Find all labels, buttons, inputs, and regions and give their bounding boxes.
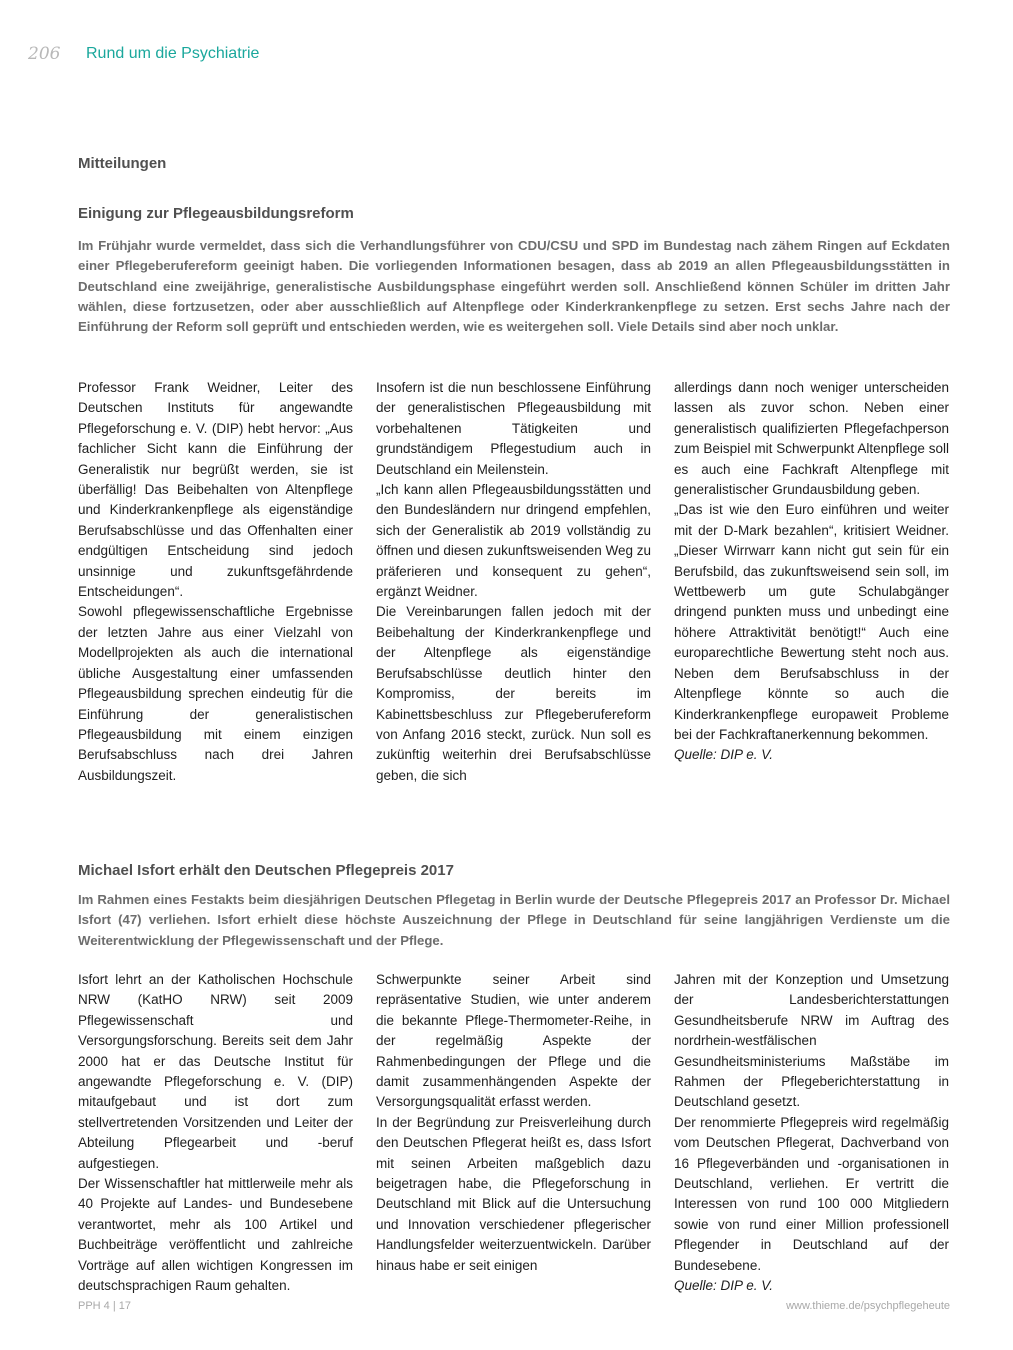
paragraph: „Ich kann allen Pflegeausbildungsstätten und den Bundesländern nur dringend empfehlen, sich der Generalistik ab 2019 vollständig zu öffnen und diesen zukunftsweisenden Weg zu präferieren und konsequent zu gehen“, ergänzt Weidner. xyxy=(376,482,651,600)
paragraph: Jahren mit der Konzeption und Umsetzung der Landesberichterstattungen Gesundheitsberufe NRW im Auftrag des nordrhein-westfälischen Gesundheitsministeriums Maßstäbe im Rahmen der Pflegeberichterstattung in Deutschland gesetzt. xyxy=(674,972,949,1110)
source-credit: Quelle: DIP e. V. xyxy=(674,1278,774,1294)
article-body xyxy=(78,970,950,1297)
paragraph: Der renommierte Pflegepreis wird regelmäßig vom Deutschen Pflegerat, Dachverband von 16 Pflegeverbänden und -organisationen in Deutschland, verliehen. Er vertritt die Interessen von rund 100 000 Mitgliedern sowie von rund einer Million professionell Pflegender in Deutschland auf der Bundesebene. xyxy=(674,1114,949,1273)
article-lead: Im Rahmen eines Festakts beim diesjährigen Deutschen Pflegetag in Berlin wurde der Deutsche Pflegepreis 2017 an Professor Dr. Michael Isfort (47) verliehen. Isfort erhielt diese höchste Auszeichnung der Pflege in Deutschland für seine langjährigen Verdienste um die Weiterentwicklung der Pflegewissenschaft und der Pflege. xyxy=(78,892,950,948)
text-column xyxy=(78,970,353,1297)
paragraph: Die Vereinbarungen fallen jedoch mit der Beibehaltung der Kinderkrankenpflege und der Altenpflege als eigenständige Berufsabschlüsse deutlich hinter den Kompromiss, der bereits im Kabinettsbeschluss zur Pflegeberufereform von Anfang 2016 steckt, zurück. Nun soll es zukünftig weiterhin drei Berufsabschlüsse geben, die sich xyxy=(376,604,651,783)
running-section-title: Rund um die Psychiatrie xyxy=(86,45,260,62)
paragraph: Schwerpunkte seiner Arbeit sind repräsentative Studien, wie unter anderem die bekannte Pflege-Thermometer-Reihe, in der regelmäßig Aspekte der Rahmenbedingungen der Pflege und die damit zusammenhängenden Aspekte der Versorgungsqualität erfasst werden. xyxy=(376,972,651,1110)
issue-label: PPH 4 | 17 xyxy=(78,1300,131,1312)
article-lead: Im Frühjahr wurde vermeldet, dass sich die Verhandlungsführer von CDU/CSU und SPD im Bundestag nach zähem Ringen auf Eckdaten einer Pflegeberufereform geeinigt haben. Die vorliegenden Informationen besagen, dass ab 2019 an allen Pflegeausbildungsstätten in Deutschland eine zweijährige, generalistische Ausbildungsphase eingeführt werden soll. Anschließend können Schüler im dritten Jahr wählen, diese fortzusetzen, oder aber ausschließlich auf Altenpflege oder Kinderkrankenpflege zu setzen. Erst sechs Jahre nach der Einführung der Reform soll geprüft und entschieden werden, wie es weitergehen soll. Viele Details sind aber noch unklar. xyxy=(78,238,950,335)
text-column xyxy=(376,970,651,1297)
text-column xyxy=(674,378,949,786)
paragraph: „Das ist wie den Euro einführen und weiter mit der D-Mark bezahlen“, kritisiert Weidner. „Dieser Wirrwarr kann nicht gut sein für ein Berufsbild, das zukunftsweisend sein soll, im Wettbewerb um gute Schulabgänger dringend punkten muss und unbedingt eine höhere Attraktivität benötigt!“ Auch eine europarechtliche Bewertung steht noch aus. Neben dem Berufsabschluss in der Altenpflege könnte so auch die Kinderkrankenpflege europaweit Probleme bei der Fachkraftanerkennung bekommen. xyxy=(674,502,949,742)
text-column xyxy=(376,378,651,786)
text-column xyxy=(674,970,949,1297)
paragraph: allerdings dann noch weniger unterscheiden lassen als zuvor schon. Neben einer generalistisch qualifizierten Pflegefachperson zum Beispiel mit Schwerpunkt Altenpflege soll es auch eine Fachkraft Altenpflege mit generalistischer Grundausbildung geben. xyxy=(674,380,949,498)
paragraph: Sowohl pflegewissenschaftliche Ergebnisse der letzten Jahre aus einer Vielzahl von Modellprojekten als auch die international übliche Ausgestaltung einer umfassenden Pflegeausbildung sprechen eindeutig für die Einführung der generalistischen Pflegeausbildung mit einem einzigen Berufsabschluss nach drei Jahren Ausbildungszeit. xyxy=(78,604,353,783)
source-credit: Quelle: DIP e. V. xyxy=(674,747,774,763)
paragraph: In der Begründung zur Preisverleihung durch den Deutschen Pflegerat heißt es, dass Isfort mit seinen Arbeiten maßgeblich dazu beigetragen habe, die Pflegeforschung in Deutschland mit Blick auf die Untersuchung und Innovation verschiedener pflegerischer Handlungsfelder weiterzuentwickeln. Darüber hinaus habe er seit einigen xyxy=(376,1114,651,1273)
page-number: 206 xyxy=(28,44,61,64)
footer-url: www.thieme.de/psychpflegeheute xyxy=(786,1300,950,1312)
paragraph: Professor Frank Weidner, Leiter des Deutschen Instituts für angewandte Pflegeforschung e. V. (DIP) hebt hervor: „Aus fachlicher Sicht kann die Einführung der Generalistik nur begrüßt werden, sie ist überfällig! Das Beibehalten von Altenpflege und Kinderkrankenpflege als eigenständige Berufsabschlüsse und das Offenhalten einer endgültigen Entscheidung sind jedoch unsinnige und zukunftsgefährdende Entscheidungen“. xyxy=(78,380,353,600)
article-title: Einigung zur Pflegeausbildungsreform xyxy=(78,205,354,222)
article-body xyxy=(78,378,950,786)
paragraph: Der Wissenschaftler hat mittlerweile mehr als 40 Projekte auf Landes- und Bundesebene verantwortet, mehr als 100 Artikel und Buchbeiträge veröffentlicht und zahlreiche Vorträge auf allen wichtigen Kongressen im deutschsprachigen Raum gehalten. xyxy=(78,1176,353,1294)
paragraph: Insofern ist die nun beschlossene Einführung der generalistischen Pflegeausbildung mit vorbehaltenen Tätigkeiten und grundständigem Pflegestudium auch in Deutschland ein Meilenstein. xyxy=(376,380,651,477)
section-heading: Mitteilungen xyxy=(78,155,167,172)
paragraph: Isfort lehrt an der Katholischen Hochschule NRW (KatHO NRW) seit 2009 Pflegewissenschaft und Versorgungsforschung. Bereits seit dem Jahr 2000 hat er das Deutsche Institut für angewandte Pflegeforschung e. V. (DIP) mitaufgebaut und ist dort zum stellvertretenden Vorsitzenden und Leiter der Abteilung Pflegearbeit und -beruf aufgestiegen. xyxy=(78,972,353,1171)
text-column xyxy=(78,378,353,786)
article-title: Michael Isfort erhält den Deutschen Pflegepreis 2017 xyxy=(78,862,454,879)
